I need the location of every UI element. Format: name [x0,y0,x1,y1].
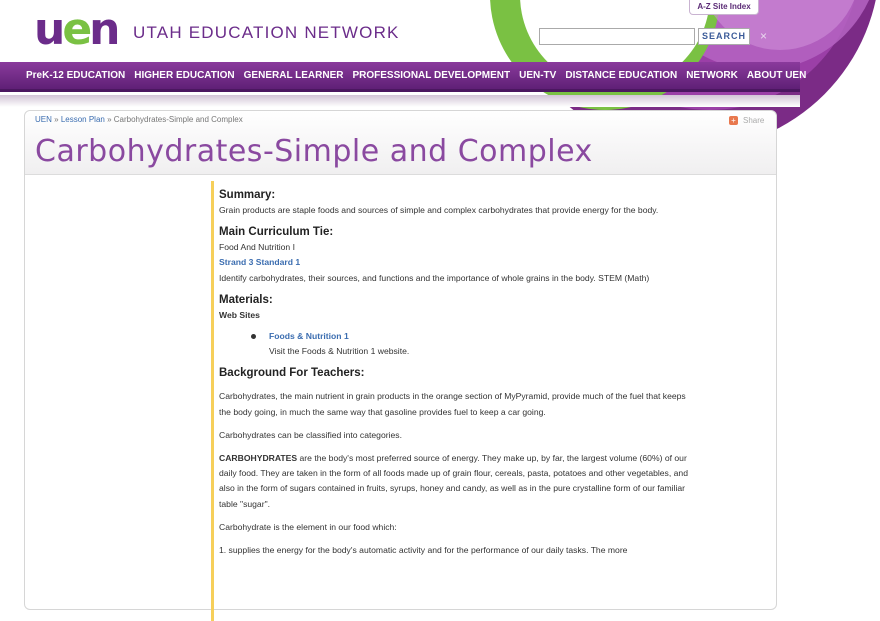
list-item [261,329,691,359]
curriculum-course: Food And Nutrition I [219,242,295,253]
nav-item-general-learner[interactable]: GENERAL LEARNER [243,70,344,81]
web-sites-label: Web Sites [219,309,260,320]
summary-text: Grain products are staple foods and sources of simple and complex carbohydrates that provide energy for the body. [219,205,659,215]
search-input[interactable] [539,28,695,45]
summary-heading: Summary: [219,189,276,201]
page-title: Carbohydrates-Simple and Complex [35,134,593,169]
share-icon: + [729,116,738,125]
nav-item-professional-development[interactable]: PROFESSIONAL DEVELOPMENT [352,70,511,81]
close-icon[interactable]: × [760,29,768,43]
breadcrumb-separator: » [54,115,59,124]
curriculum-heading: Main Curriculum Tie: [219,226,334,239]
share-label: Share [743,116,765,125]
nav-item-about-uen[interactable]: ABOUT UEN [746,70,807,81]
main-nav [0,62,807,92]
curriculum-text: Identify carbohydrates, their sources, and functions and the importance of whole grains in the body. STEM (Math) [219,272,650,283]
site-header [0,0,800,62]
breadcrumb-home-link[interactable]: UEN [35,115,52,124]
nav-item-uen-tv[interactable]: UEN-TV [519,70,557,81]
nav-item-distance-education[interactable]: DISTANCE EDUCATION [565,70,678,81]
background-paragraph: Carbohydrate is the element in our food which: [219,521,397,532]
organization-name[interactable]: UTAH EDUCATION NETWORK [133,23,400,42]
list-item: 1. supplies the energy for the body's automatic activity and for the performance of our daily tasks. The more [219,545,628,556]
nav-item-network[interactable]: NETWORK [686,70,738,81]
background-heading: Background For Teachers: [219,367,365,380]
breadcrumb-current: Carbohydrates-Simple and Complex [113,115,243,124]
lesson-content [211,181,691,621]
breadcrumb-lesson-plan-link[interactable]: Lesson Plan [60,115,105,124]
title-band [25,111,776,175]
nav-shadow [0,95,800,107]
search-button[interactable]: SEARCH [698,28,750,45]
resource-link[interactable]: Foods & Nutrition 1 [269,331,349,342]
logo-letter: n [89,4,118,55]
az-site-index-link[interactable]: A-Z Site Index [689,0,759,15]
background-paragraph [219,451,691,512]
logo-letter: e [62,4,90,55]
nav-item-prek12[interactable]: PreK-12 EDUCATION [26,70,126,81]
logo-letter: u [34,4,63,55]
carbohydrates-description: are the body's most preferred source of energy. They make up, by far, the largest volume (60%) of our daily food. They are taken in the form of all foods made up of grain flour, cereals, pasta, potatoes and other vegetables, and also in the form of sugars contained in fruits, syrups, honey and candy, as well as in the pure crystalline form of our familiar table "sugar". [219,453,688,509]
bullet-icon [251,334,256,339]
breadcrumb [35,115,243,124]
breadcrumb-separator: » [107,115,112,124]
content-card [24,110,777,610]
nav-item-higher-education[interactable]: HIGHER EDUCATION [134,70,235,81]
share-button[interactable] [729,116,764,125]
background-paragraph: Carbohydrates, the main nutrient in grain products in the orange section of MyPyramid, provide much of the fuel that keeps the body going, in much the same way that gasoline provides fuel to keep a car going. [219,391,686,417]
background-paragraph: Carbohydrates can be classified into categories. [219,429,402,440]
carbohydrates-term: CARBOHYDRATES [219,453,298,464]
curriculum-standard-link[interactable]: Strand 3 Standard 1 [219,257,301,268]
uen-logo[interactable] [34,4,118,55]
resource-description: Visit the Foods & Nutrition 1 website. [269,346,410,357]
materials-heading: Materials: [219,293,273,306]
